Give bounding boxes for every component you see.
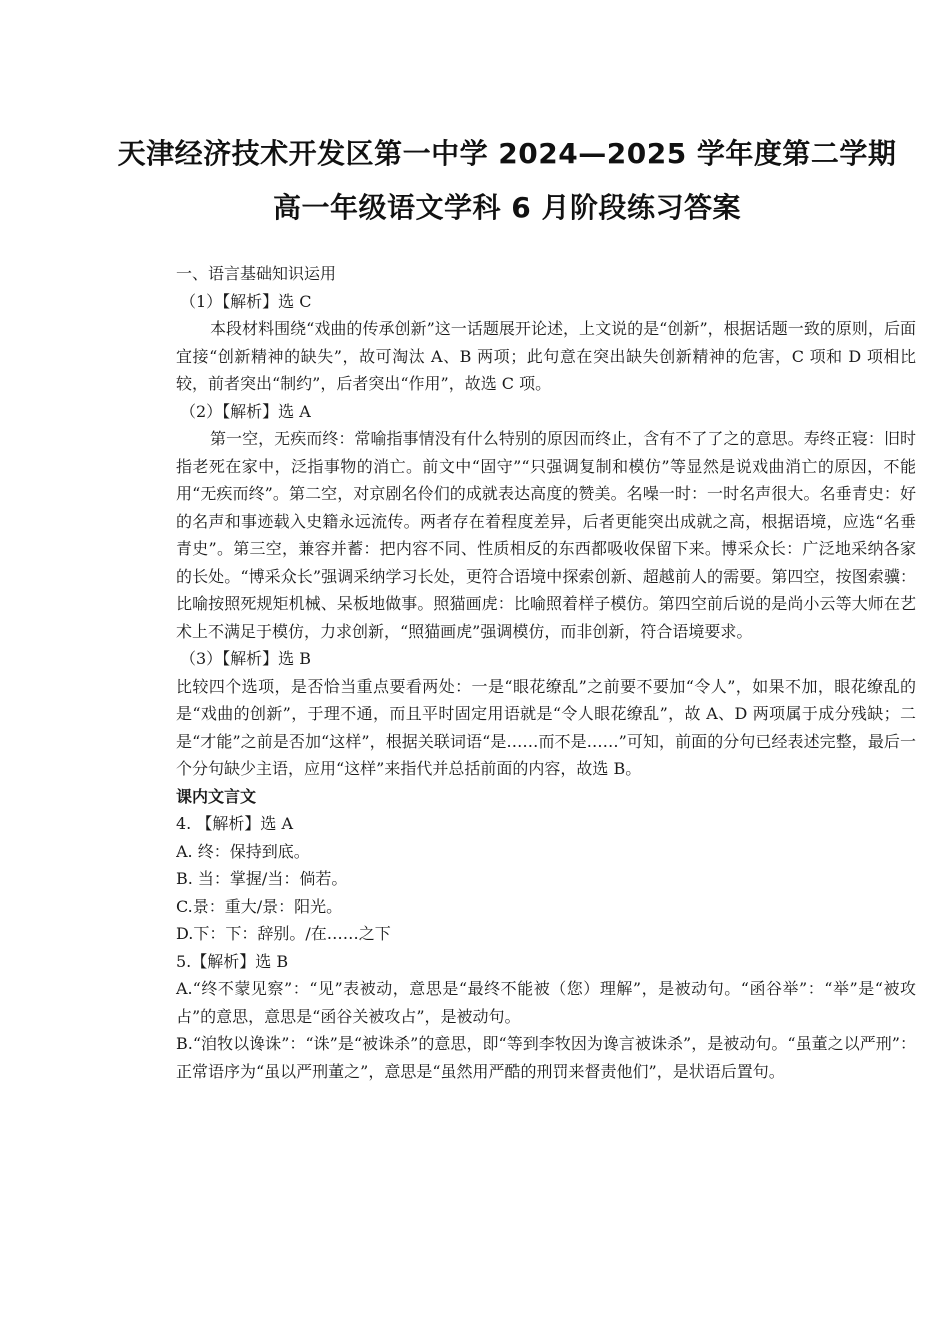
question-4-option-b: B. 当：掌握/当：倘若。 (176, 869, 348, 888)
question-5-option-b: B.“洎牧以谗诛”：“诛”是“被诛杀”的意思，即“等到李牧因为谗言被诛杀”，是被动句。“虽董之以严刑”：正常语序为“虽以严刑董之”，意思是“虽然用严酷的刑罚来督责他们”，是状语后置句。 (176, 1034, 916, 1081)
question-4-option-c: C.景：重大/景：阳光。 (176, 896, 343, 916)
question-3-explanation: 比较四个选项，是否恰当重点要看两处：一是“眼花缭乱”之前要不要加“令人”，如果不加，眼花缭乱的是“戏曲的创新”，于理不通，而且平时固定用语就是“令人眼花缭乱”，故 A、D 两项属于成分残缺；二是“才能”之前是否加“这样”，根据关联词语“是……而不是……”可知，前面的分句已经表述完整，最后一个分句缺少主语，应用“这样”来指代并总括前面的内容，故选 B。 (176, 676, 916, 778)
question-1-explanation: 本段材料围绕“戏曲的传承创新”这一话题展开论述，上文说的是“创新”，根据话题一致的原则，后面宜接“创新精神的缺失”，故可淘汰 A、B 两项；此句意在突出缺失创新精神的危害，C 项和 D 项相比较，前者突出“制约”，后者突出“作用”，故选 C 项。 (176, 319, 916, 393)
question-2-explanation: 第一空，无疾而终：常喻指事情没有什么特别的原因而终止，含有不了了之的意思。寿终正寝：旧时指老死在家中，泛指事物的消亡。前文中“固守”“只强调复制和模仿”等显然是说戏曲消亡的原因，不能用“无疾而终”。第二空，对京剧名伶们的成就表达高度的赞美。名噪一时：一时名声很大。名垂青史：好的名声和事迹载入史籍永远流传。两者存在着程度差异，后者更能突出成就之高，根据语境，应选“名垂青史”。第三空，兼容并蓄：把内容不同、性质相反的东西都吸收保留下来。博采众长：广泛地采纳各家的长处。“博采众长”强调采纳学习长处，更符合语境中探索创新、超越前人的需要。第四空，按图索骥：比喻按照死规矩机械、呆板地做事。照猫画虎：比喻照着样子模仿。第四空前后说的是尚小云等大师在艺术上不满足于模仿，力求创新，“照猫画虎”强调模仿，而非创新，符合语境要求。 (176, 429, 916, 641)
question-4-label: 4. 【解析】选 A (176, 814, 293, 833)
answer-content (176, 260, 916, 1085)
question-1-label: （1）【解析】选 C (180, 291, 312, 311)
question-5-option-a: A.“终不蒙见察”：“见”表被动，意思是“最终不能被（您）理解”，是被动句。“函谷举”：“举”是“被攻占”的意思，意思是“函谷关被攻占”，是被动句。 (176, 979, 916, 1026)
section-heading-language-basics: 一、语言基础知识运用 (176, 264, 337, 283)
question-4-option-d: D.下：下：辞别。/在……之下 (176, 924, 391, 943)
question-4-option-a: A. 终：保持到底。 (176, 841, 310, 861)
document-title-line-1: 天津经济技术开发区第一中学 2024—2025 学年度第二学期 (117, 137, 897, 170)
question-3-label: （3）【解析】选 B (180, 649, 312, 668)
question-2-label: （2）【解析】选 A (180, 401, 311, 421)
section-heading-classical-chinese: 课内文言文 (176, 786, 257, 806)
question-5-label: 5.【解析】选 B (176, 951, 289, 971)
document-title-line-2: 高一年级语文学科 6 月阶段练习答案 (273, 191, 741, 224)
